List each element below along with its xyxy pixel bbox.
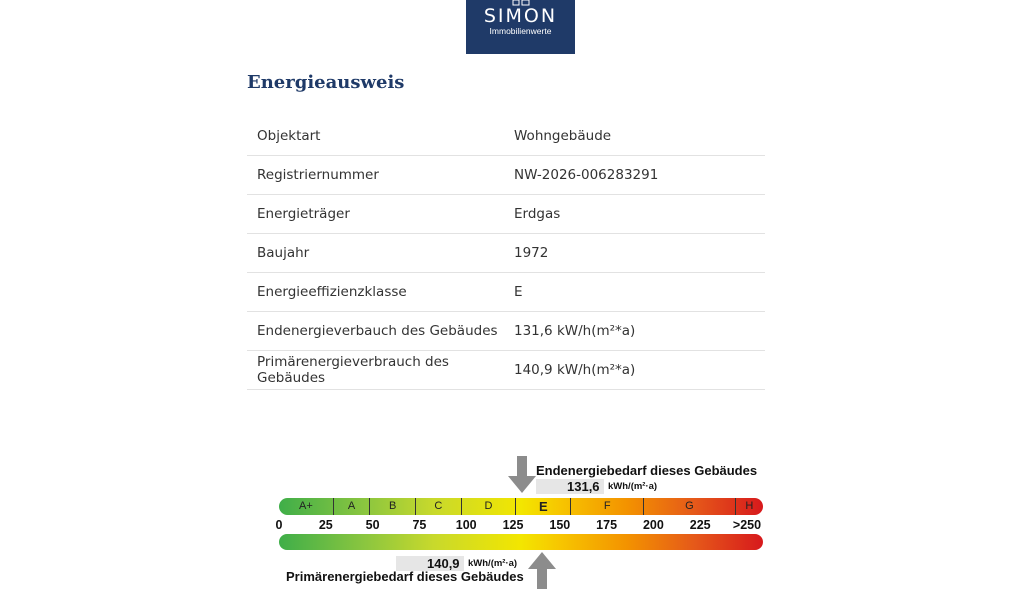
info-row — [247, 312, 765, 351]
efficiency-class-b: B — [370, 498, 416, 515]
scale-tick: 100 — [455, 518, 477, 532]
scale-tick: 225 — [689, 518, 711, 532]
efficiency-class-d: D — [462, 498, 517, 515]
final-energy-label: Endenergiebedarf dieses Gebäudes — [536, 463, 758, 478]
info-row-label: Objektart — [247, 117, 504, 156]
final-energy-value: 131,6 — [567, 479, 600, 494]
info-row-label: Baujahr — [247, 234, 504, 273]
primary-energy-bar — [279, 534, 763, 550]
efficiency-class-aplus: A+ — [279, 498, 334, 515]
efficiency-class-a: A — [334, 498, 371, 515]
efficiency-class-f: F — [571, 498, 644, 515]
primary-energy-arrow-icon — [528, 552, 556, 589]
company-logo — [466, 0, 575, 54]
info-row — [247, 234, 765, 273]
scale-tick: 50 — [365, 518, 380, 532]
scale-tick: 75 — [412, 518, 427, 532]
info-row-value: 1972 — [504, 234, 765, 273]
info-row-label: Energieträger — [247, 195, 504, 234]
logo-name: SIMON — [483, 5, 558, 27]
page-title: Energieausweis — [247, 72, 405, 93]
scale-tick: >250 — [732, 518, 762, 532]
logo-subtitle: Immobilienwerte — [489, 26, 552, 36]
info-row — [247, 117, 765, 156]
efficiency-class-bar — [279, 498, 763, 515]
info-row-value: E — [504, 273, 765, 312]
info-row-value: 131,6 kW/h(m²*a) — [504, 312, 765, 351]
info-row-label: Registriernummer — [247, 156, 504, 195]
efficiency-class-h: H — [745, 500, 754, 512]
energy-info-table — [247, 117, 765, 390]
final-energy-arrow-icon — [508, 456, 536, 493]
primary-energy-value: 140,9 — [427, 556, 460, 571]
info-row-label: Energieeffizienzklasse — [247, 273, 504, 312]
efficiency-class-g: G — [644, 498, 735, 515]
scale-tick: 25 — [318, 518, 333, 532]
info-row — [247, 351, 765, 390]
primary-energy-label: Primärenergiebedarf dieses Gebäudes — [286, 569, 524, 584]
primary-energy-unit: kWh/(m²·a) — [468, 558, 518, 569]
efficiency-class-e: E — [516, 498, 571, 515]
info-row-value: Wohngebäude — [504, 117, 765, 156]
info-row-label: Primärenergieverbrauch des Gebäudes — [247, 351, 504, 390]
efficiency-class-c: C — [416, 498, 462, 515]
scale-tick: 150 — [549, 518, 571, 532]
scale-tick: 125 — [502, 518, 524, 532]
scale-tick: 200 — [642, 518, 664, 532]
final-energy-unit: kWh/(m²·a) — [608, 481, 658, 492]
info-row-value: 140,9 kW/h(m²*a) — [504, 351, 765, 390]
info-row — [247, 156, 765, 195]
info-row-value: Erdgas — [504, 195, 765, 234]
scale-tick: 0 — [275, 518, 283, 532]
scale-tick: 175 — [596, 518, 618, 532]
info-row-label: Endenergieverbauch des Gebäudes — [247, 312, 504, 351]
info-row — [247, 273, 765, 312]
info-row — [247, 195, 765, 234]
info-row-value: NW-2026-006283291 — [504, 156, 765, 195]
